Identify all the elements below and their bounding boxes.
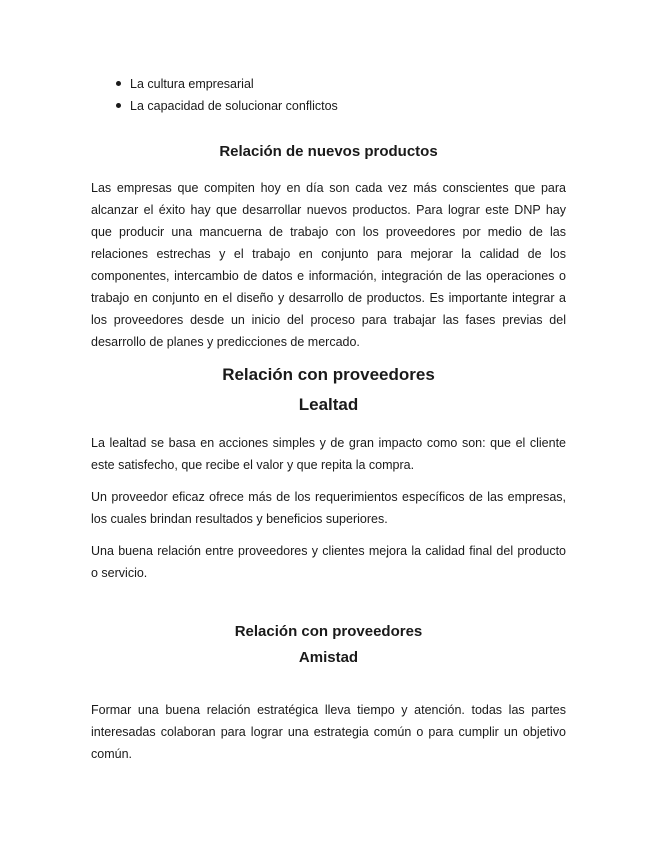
bullet-list (91, 73, 566, 117)
section-heading-proveedores-2: Relación con proveedores (234, 623, 423, 640)
section-subheading-lealtad: Lealtad (298, 395, 359, 414)
paragraph-amistad: Formar una buena relación estratégica lleva tiempo y atención. todas las partes interesadas colaboran para lograr una estrategia común o para cumplir un objetivo común. (91, 703, 566, 761)
section-heading-nuevos-productos: Relación de nuevos productos (219, 143, 438, 160)
paragraph-lealtad-1: La lealtad se basa en acciones simples y de gran impacto como son: que el cliente este satisfecho, que recibe el valor y que repita la compra. (91, 436, 566, 472)
bullet-item: La capacidad de solucionar conflictos (91, 95, 566, 117)
paragraph-lealtad-3: Una buena relación entre proveedores y clientes mejora la calidad final del producto o servicio. (91, 544, 566, 580)
section-subheading-amistad: Amistad (298, 649, 359, 666)
bullet-item: La cultura empresarial (91, 73, 566, 95)
paragraph-lealtad-2: Un proveedor eficaz ofrece más de los requerimientos específicos de las empresas, los cuales brindan resultados y beneficios superiores. (91, 490, 566, 526)
paragraph-nuevos-productos: Las empresas que compiten hoy en día son cada vez más conscientes que para alcanzar el éxito hay que desarrollar nuevos productos. Para lograr este DNP hay que producir una mancuerna de trabajo con los proveedores por medio de las relaciones estrechas y el trabajo en conjunto para mejorar la calidad de los componentes, intercambio de datos e información, integración de las operaciones o trabajo en conjunto en el diseño y desarrollo de productos. Es importante integrar a los proveedores desde un inicio del proceso para trabajar las fases previas del desarrollo de planes y predicciones de mercado. (91, 181, 566, 349)
section-heading-proveedores: Relación con proveedores (222, 365, 435, 384)
